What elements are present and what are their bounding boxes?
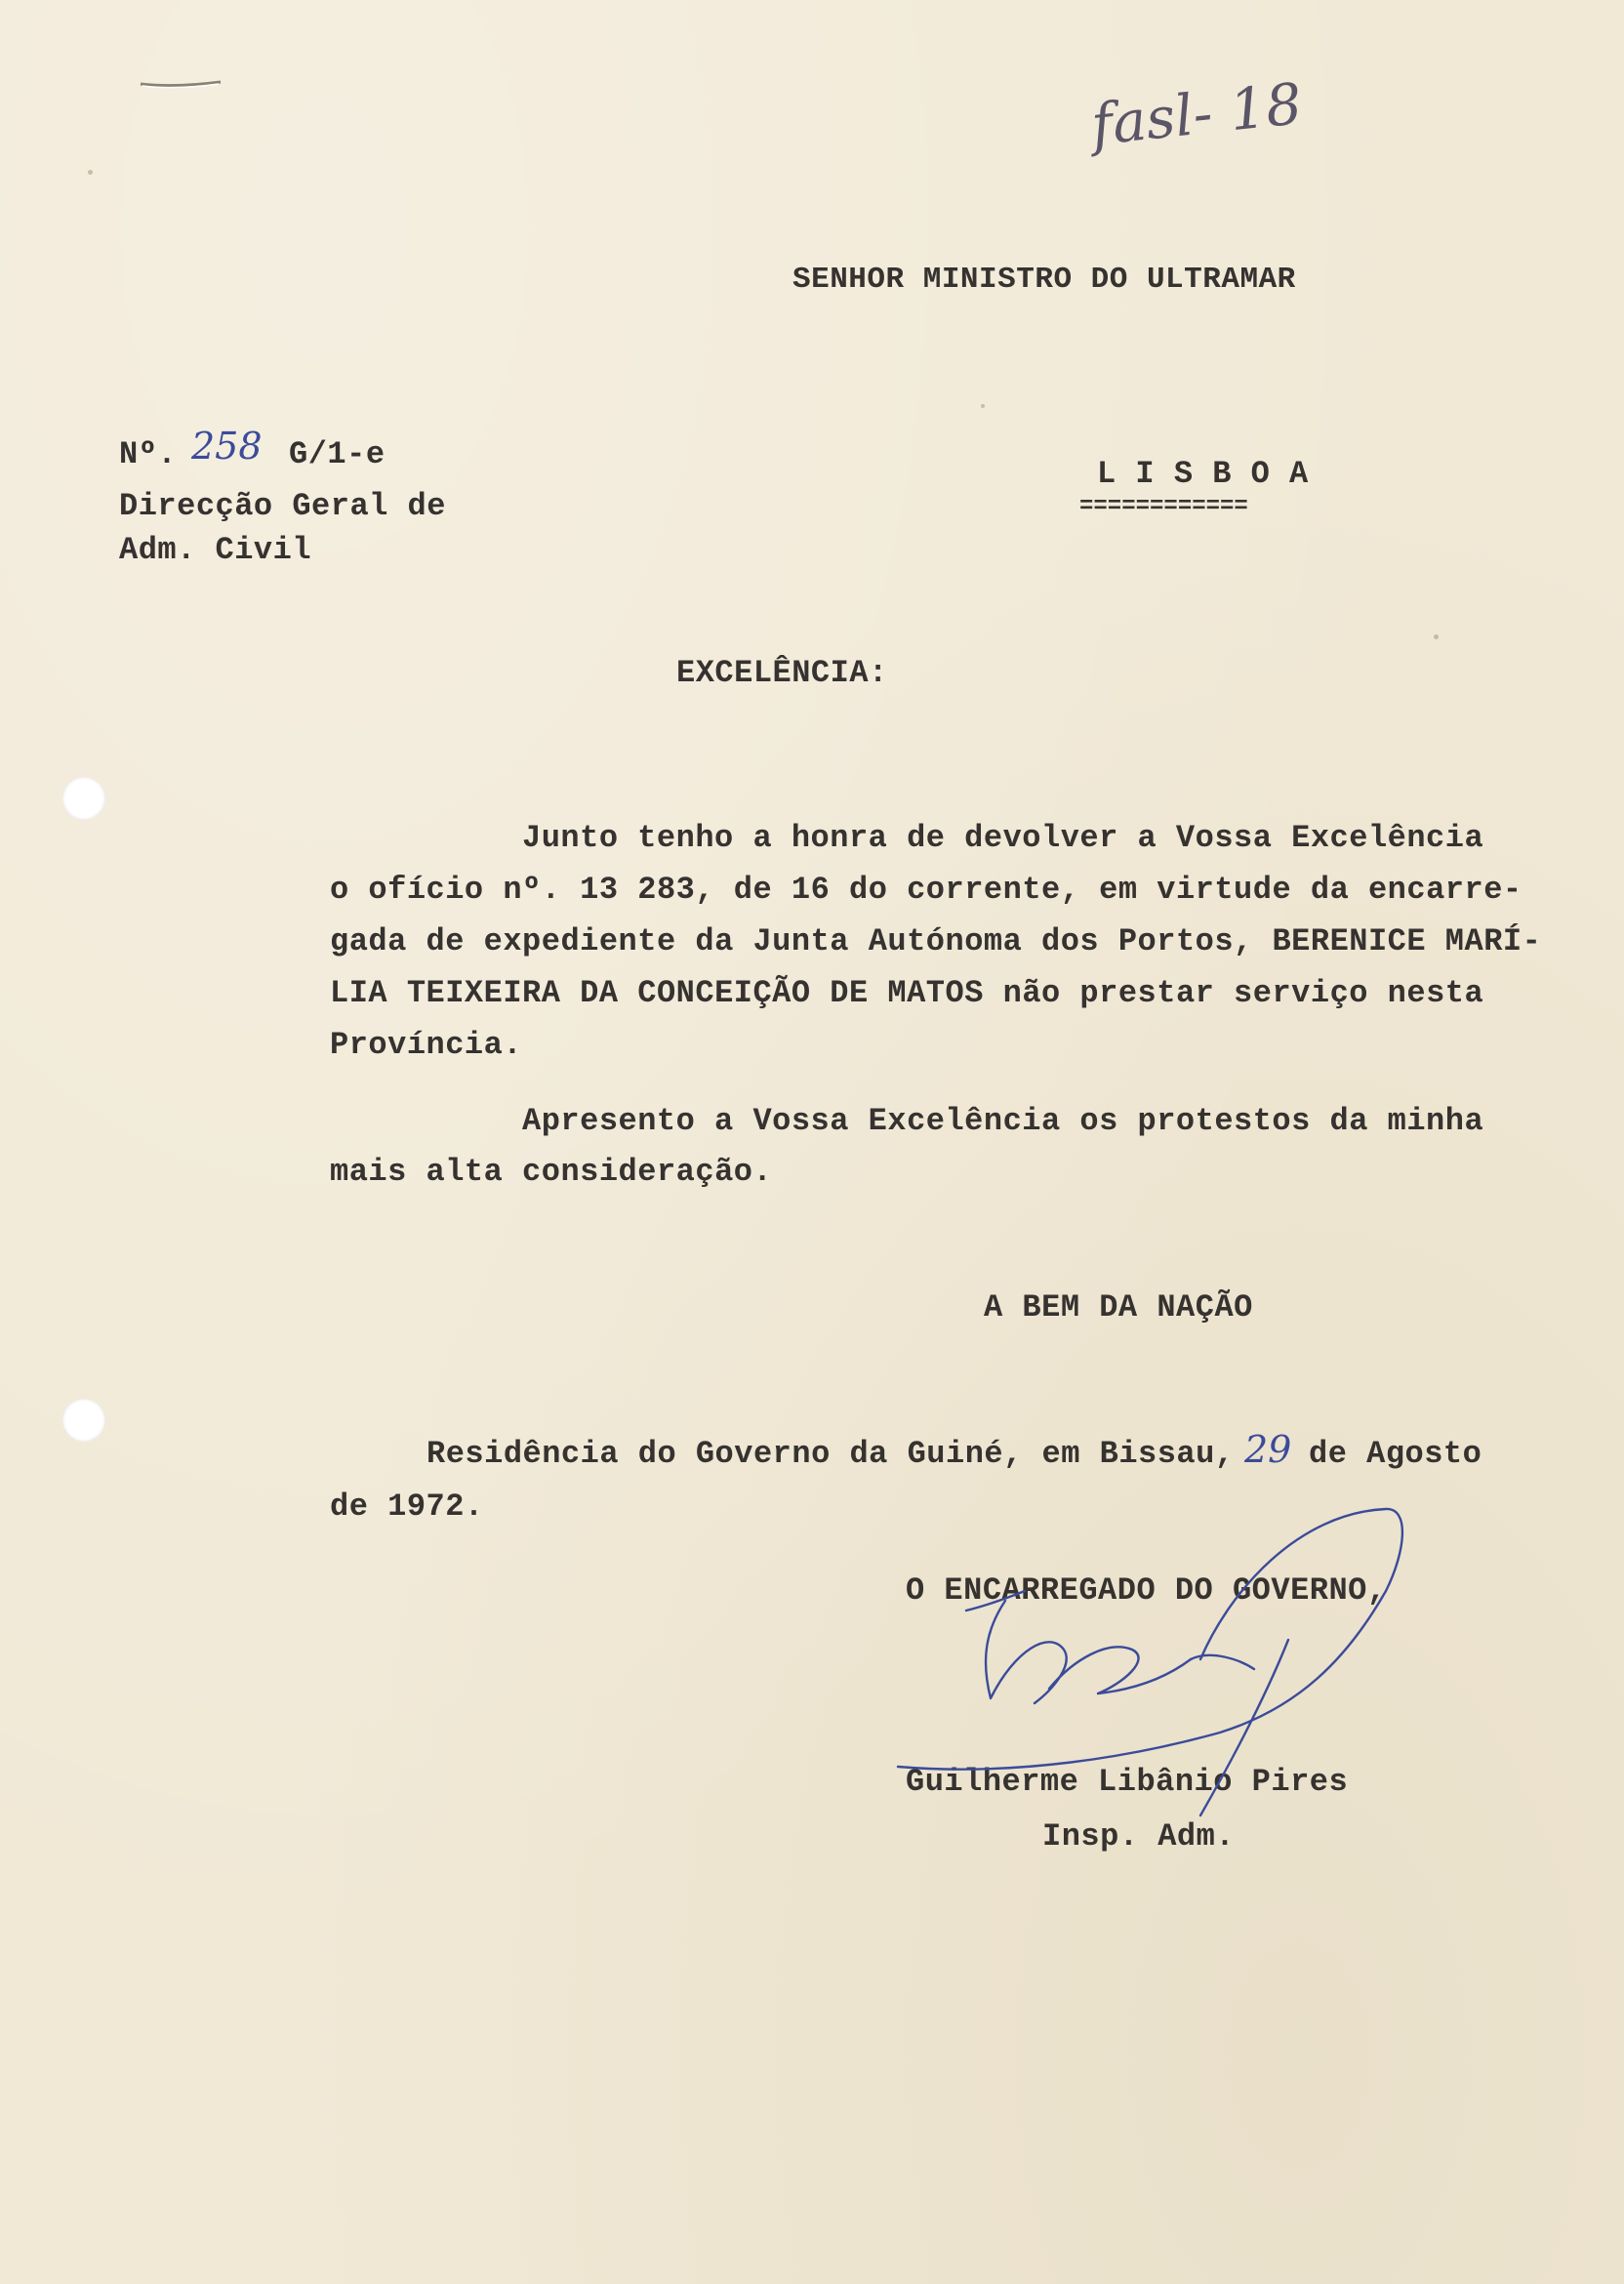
body-line: gada de expediente da Junta Autónoma dos Portos, BERENICE MARÍ- [330, 923, 1542, 959]
archive-annotation: fasl- 18 [1088, 69, 1306, 159]
destination-city: L I S B O A [1097, 456, 1309, 492]
paper-speck [88, 170, 93, 175]
closing-formula: A BEM DA NAÇÃO [984, 1289, 1253, 1326]
signatory-title: O ENCARREGADO DO GOVERNO, [906, 1572, 1387, 1609]
signatory-name: Guilherme Libânio Pires [906, 1764, 1349, 1800]
handwritten-signature [878, 1493, 1425, 1845]
reference-number-prefix: Nº. [119, 436, 178, 472]
staple-mark [137, 74, 224, 94]
reference-number-suffix: G/1-e [289, 436, 386, 472]
addressee: SENHOR MINISTRO DO ULTRAMAR [792, 263, 1296, 297]
reference-division: Adm. Civil [119, 532, 312, 568]
signatory-role: Insp. Adm. [1042, 1818, 1236, 1855]
body-line: Apresento a Vossa Excelência os protestos da minha [522, 1103, 1484, 1139]
reference-number-handwritten: 258 [191, 425, 263, 468]
paper-speck [981, 404, 985, 408]
body-line: mais alta consideração. [330, 1154, 773, 1190]
place-date-text: Residência do Governo da Guiné, em Bissau, [426, 1436, 1235, 1472]
salutation: EXCELÊNCIA: [676, 655, 888, 691]
body-line: LIA TEIXEIRA DA CONCEIÇÃO DE MATOS não prestar serviço nesta [330, 975, 1484, 1011]
body-line: Província. [330, 1027, 523, 1063]
reference-department: Direcção Geral de [119, 488, 446, 524]
body-line: Junto tenho a honra de devolver a Vossa Excelência [522, 820, 1484, 856]
punch-hole-lower [62, 1399, 105, 1442]
place-date-month: de Agosto [1309, 1436, 1482, 1472]
destination-city-underline: ============ [1079, 494, 1248, 520]
place-date-day-handwritten: 29 [1244, 1428, 1292, 1471]
paper-speck [1434, 634, 1439, 639]
body-line: o ofício nº. 13 283, de 16 do corrente, em virtude da encarre- [330, 872, 1522, 908]
place-date-year: de 1972. [330, 1489, 484, 1525]
punch-hole-upper [62, 777, 105, 820]
